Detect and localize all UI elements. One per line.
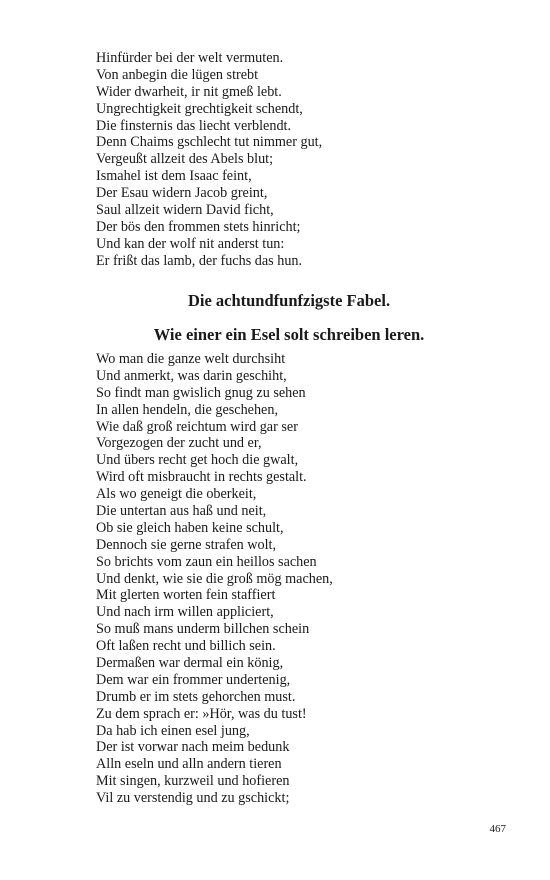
verse-line: Dem war ein frommer undertenig, bbox=[96, 671, 291, 688]
verse-line: Und nach irm willen appliciert, bbox=[96, 604, 274, 621]
verse-line: Denn Chaims gschlecht tut nimmer gut, bbox=[96, 134, 323, 151]
verse-line: Vergeußt allzeit des Abels blut; bbox=[96, 151, 274, 168]
verse-line: Mit glerten worten fein staffiert bbox=[96, 587, 276, 604]
fable-title: Die achtundfunfzigste Fabel. bbox=[187, 291, 391, 310]
verse-line: Drumb er im stets gehorchen must. bbox=[96, 688, 296, 705]
verse-line: Vorgezogen der zucht und er, bbox=[96, 435, 262, 452]
verse-line: Zu dem sprach er: »Hör, was du tust! bbox=[96, 705, 307, 722]
verse-line: Saul allzeit widern David ficht, bbox=[96, 202, 274, 219]
verse-line: So brichts vom zaun ein heillos sachen bbox=[96, 553, 317, 570]
verse-line: Wird oft misbraucht in rechts gestalt. bbox=[96, 469, 307, 486]
verse-line: Der bös den frommen stets hinricht; bbox=[96, 218, 301, 235]
verse-line: Die finsternis das liecht verblendt. bbox=[96, 117, 292, 134]
verse-line: Da hab ich einen esel jung, bbox=[96, 722, 250, 739]
verse-line: Und kan der wolf nit anderst tun: bbox=[96, 235, 285, 252]
verse-line: Hinfürder bei der welt vermuten. bbox=[96, 50, 284, 66]
verse-line: Wie daß groß reichtum wird gar ser bbox=[96, 418, 298, 435]
verse-line: In allen hendeln, die geschehen, bbox=[96, 401, 278, 418]
verse-line: Und anmerkt, was darin geschiht, bbox=[96, 367, 287, 384]
verse-line: Wo man die ganze welt durchsiht bbox=[96, 351, 286, 367]
verse-line: Von anbegin die lügen strebt bbox=[96, 66, 259, 83]
verse-line: Oft laßen recht und billich sein. bbox=[96, 638, 276, 655]
verse-line: Der Esau widern Jacob greint, bbox=[96, 185, 268, 202]
verse-line: Vil zu verstendig und zu gschickt; bbox=[96, 790, 290, 807]
verse-bottom bbox=[96, 351, 333, 807]
page-number: 467 bbox=[489, 823, 506, 835]
verse-line: Und übers recht get hoch die gwalt, bbox=[96, 452, 299, 469]
fable-subtitle: Wie einer ein Esel solt schreiben leren. bbox=[153, 325, 425, 344]
verse-line: So muß mans underm billchen schein bbox=[96, 621, 310, 638]
verse-line: Und denkt, wie sie die groß mög machen, bbox=[96, 570, 333, 587]
verse-line: So findt man gwislich gnug zu sehen bbox=[96, 384, 306, 401]
verse-top bbox=[96, 50, 322, 270]
verse-line: Dermaßen war dermal ein könig, bbox=[96, 655, 284, 672]
verse-line: Mit singen, kurzweil und hofieren bbox=[96, 773, 290, 790]
verse-line: Ob sie gleich haben keine schult, bbox=[96, 519, 284, 536]
verse-line: Ungrechtigkeit grechtigkeit schendt, bbox=[96, 100, 303, 117]
verse-line: Alln eseln und alln andern tieren bbox=[96, 756, 282, 773]
verse-line: Dennoch sie gerne strafen wolt, bbox=[96, 536, 277, 553]
verse-line: Als wo geneigt die oberkeit, bbox=[96, 486, 257, 503]
verse-line: Wider dwarheit, ir nit gmeß lebt. bbox=[96, 83, 282, 100]
verse-line: Er frißt das lamb, der fuchs das hun. bbox=[96, 252, 303, 269]
verse-line: Der ist vorwar nach meim bedunk bbox=[96, 739, 290, 756]
verse-line: Ismahel ist dem Isaac feint, bbox=[96, 168, 252, 185]
verse-line: Die untertan aus haß und neit, bbox=[96, 503, 267, 520]
